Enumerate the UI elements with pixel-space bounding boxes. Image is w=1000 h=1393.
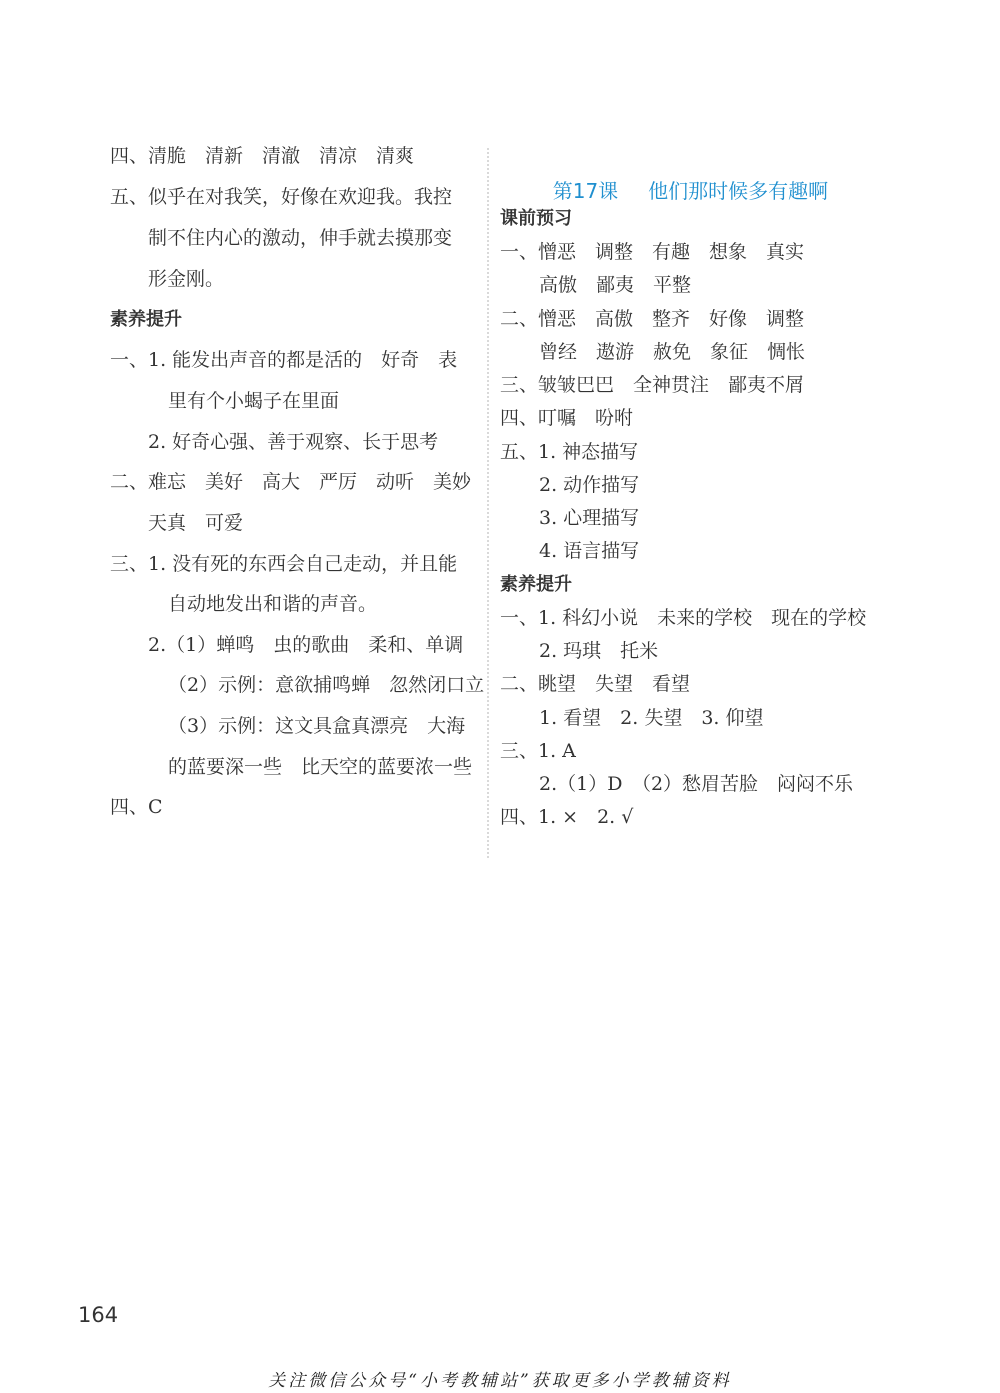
- footer-note: 关注微信公众号“小考教辅站”获取更多小学教辅资料: [268, 1371, 732, 1391]
- right-line-16: 1. 看望 2. 失望 3. 仰望: [539, 707, 764, 729]
- left-line-7: 里有个小蝎子在里面: [168, 390, 340, 412]
- left-line-6: 一、1. 能发出声音的都是活的 好奇 表: [110, 349, 458, 371]
- right-line-10: 3. 心理描写: [539, 507, 640, 529]
- right-line-19: 四、1. × 2. √: [500, 806, 634, 828]
- right-line-2: 一、憎恶 调整 有趣 想象 真实: [500, 241, 805, 263]
- left-line-16: 的蓝要深一些 比天空的蓝要浓一些: [168, 756, 473, 778]
- left-line-15: （3）示例：这文具盒真漂亮 大海: [168, 715, 466, 737]
- left-line-9: 二、难忘 美好 高大 严厉 动听 美妙: [110, 471, 472, 493]
- left-line-10: 天真 可爱: [148, 512, 244, 534]
- section-heading-quality: 素养提升: [110, 309, 182, 330]
- lesson-title: [540, 152, 828, 204]
- right-line-17: 三、1. A: [500, 740, 576, 762]
- left-line-8: 2. 好奇心强、善于观察、长于思考: [148, 431, 439, 453]
- right-line-8: 五、1. 神态描写: [500, 441, 639, 463]
- right-line-9: 2. 动作描写: [539, 474, 640, 496]
- right-line-15: 二、眺望 失望 看望: [500, 673, 691, 695]
- left-line-14: （2）示例：意欲捕鸣蝉 忽然闭口立: [168, 674, 485, 696]
- section-heading-quality-right: 素养提升: [500, 574, 572, 595]
- left-line-17: 四、C: [110, 796, 163, 818]
- right-line-13: 一、1. 科幻小说 未来的学校 现在的学校: [500, 607, 867, 629]
- right-line-4: 二、憎恶 高傲 整齐 好像 调整: [500, 308, 805, 330]
- lesson-number: 第17课: [552, 179, 619, 203]
- right-line-18: 2.（1）D （2）愁眉苦脸 闷闷不乐: [539, 773, 854, 795]
- right-line-7: 四、叮嘱 吩咐: [500, 407, 634, 429]
- left-line-1: 四、清脆 清新 清澈 清凉 清爽: [110, 145, 415, 167]
- lesson-name: 他们那时候多有趣啊: [648, 179, 829, 203]
- left-line-3: 制不住内心的激动，伸手就去摸那变: [148, 227, 453, 249]
- right-line-3: 高傲 鄙夷 平整: [539, 274, 692, 296]
- page-number: 164: [78, 1303, 119, 1327]
- left-line-4: 形金刚。: [148, 268, 225, 290]
- left-line-13: 2.（1）蝉鸣 虫的歌曲 柔和、单调: [148, 634, 464, 656]
- section-heading-preview: 课前预习: [500, 208, 572, 229]
- left-line-11: 三、1. 没有死的东西会自己走动，并且能: [110, 553, 458, 575]
- left-line-12: 自动地发出和谐的声音。: [168, 593, 378, 615]
- right-line-11: 4. 语言描写: [539, 540, 640, 562]
- right-line-5: 曾经 遨游 赦免 象征 惆怅: [539, 341, 806, 363]
- right-line-6: 三、皱皱巴巴 全神贯注 鄙夷不屑: [500, 374, 805, 396]
- left-line-2: 五、似乎在对我笑，好像在欢迎我。我控: [110, 186, 453, 208]
- right-line-14: 2. 玛琪 托米: [539, 640, 659, 662]
- column-divider: [487, 148, 489, 858]
